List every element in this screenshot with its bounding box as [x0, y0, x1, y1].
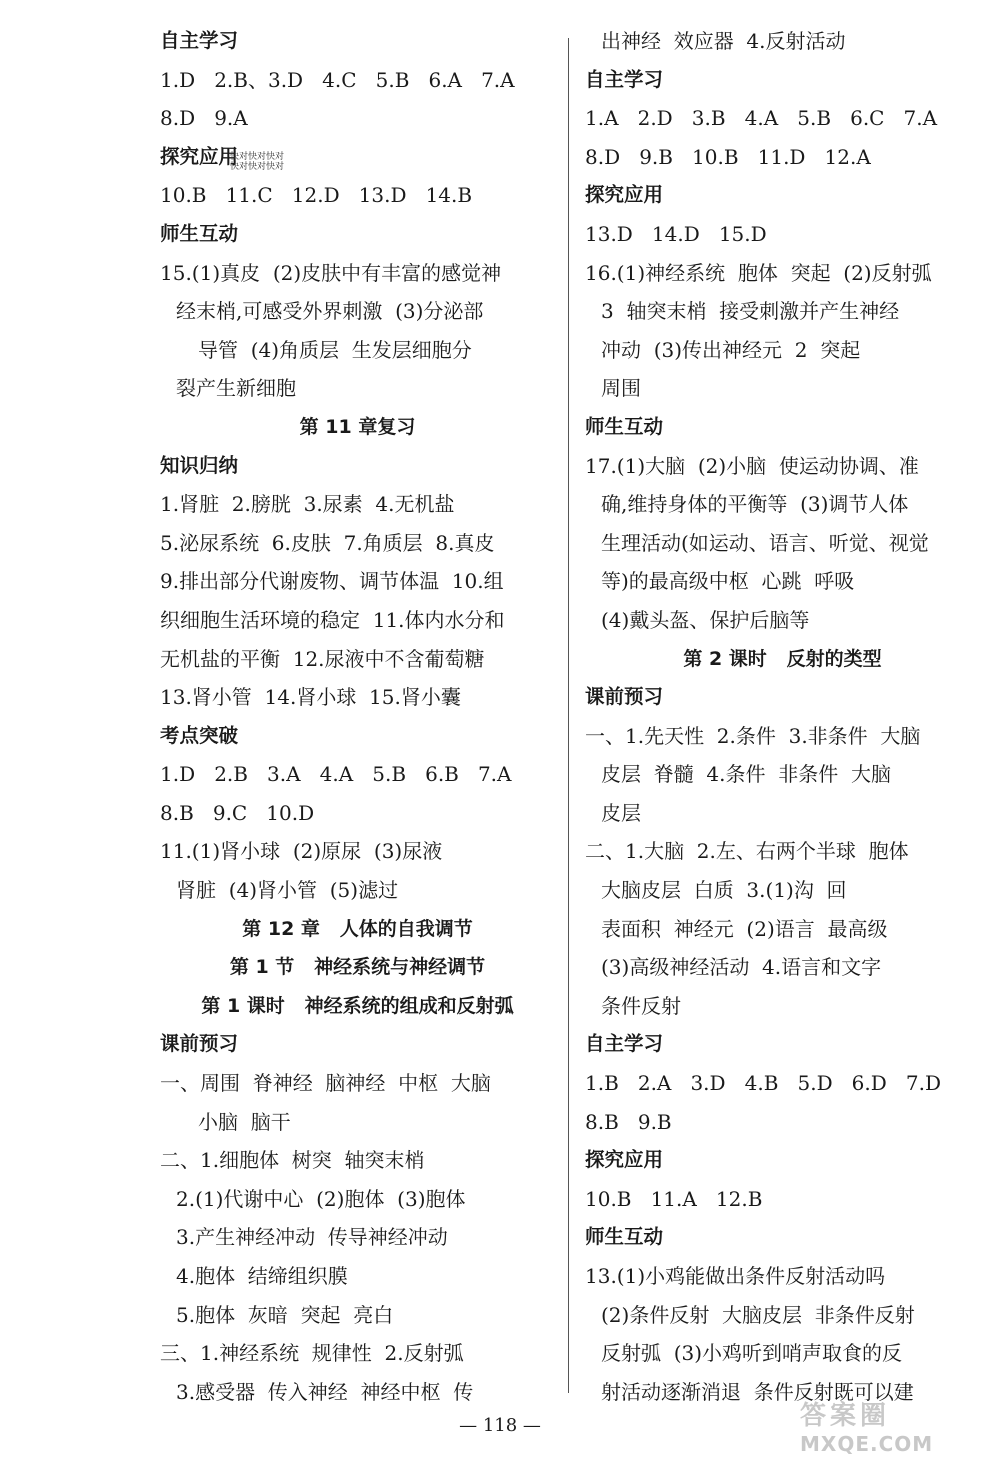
section-heading: 探究应用 [160, 144, 239, 168]
section-heading: 师生互动 [585, 414, 664, 438]
answer-line: 裂产生新细胞 [176, 376, 296, 401]
section-heading: 探究应用 [585, 183, 664, 207]
answer-line: 8.D 9.A [160, 106, 248, 131]
answer-line: 二、1.细胞体 树突 轴突末梢 [160, 1148, 425, 1173]
section-heading: 课前预习 [585, 685, 664, 709]
answer-line: 13.肾小管 14.肾小球 15.肾小囊 [160, 685, 461, 710]
answer-line: 皮层 [601, 800, 641, 825]
answer-line: 13.(1)小鸡能做出条件反射活动吗 [585, 1264, 886, 1288]
answer-line: 10.B 11.C 12.D 13.D 14.B [160, 183, 473, 208]
handwritten-scribble [230, 152, 284, 172]
answer-line: 5.胞体 灰暗 突起 亮白 [176, 1302, 394, 1327]
section-heading: 课前预习 [160, 1032, 239, 1056]
answer-line: 11.(1)肾小球 (2)原尿 (3)尿液 [160, 839, 443, 864]
answer-line: 确,维持身体的平衡等 (3)调节人体 [601, 492, 909, 517]
answer-line: 1.D 2.B、3.D 4.C 5.B 6.A 7.A [160, 67, 515, 92]
answer-line: 15.(1)真皮 (2)皮肤中有丰富的感觉神 [160, 260, 502, 285]
watermark-text: 答案圈 [800, 1401, 891, 1431]
answer-line: 二、1.大脑 2.左、右两个半球 胞体 [585, 839, 909, 864]
answer-line: 9.排出部分代谢废物、调节体温 10.组 [160, 569, 504, 594]
answer-line: 小脑 脑干 [198, 1109, 291, 1134]
answer-line: 生理活动(如运动、语言、听觉、视觉 [601, 530, 929, 555]
answer-line: 大脑皮层 白质 3.(1)沟 回 [601, 878, 847, 903]
answer-line: (2)条件反射 大脑皮层 非条件反射 [601, 1302, 915, 1327]
answer-line: 1.B 2.A 3.D 4.B 5.D 6.D 7.D [585, 1071, 941, 1096]
chapter-heading: 第 2 课时 反射的类型 [683, 647, 882, 670]
right-column [585, 22, 980, 1411]
section-heading: 知识归纳 [160, 453, 239, 477]
answer-line: 导管 (4)角质层 生发层细胞分 [198, 337, 472, 362]
answer-line: 等)的最高级中枢 心跳 呼吸 [601, 569, 855, 594]
answer-line: 三、1.神经系统 规律性 2.反射弧 [160, 1341, 464, 1366]
answer-line: 射活动逐渐消退 条件反射既可以建 [601, 1379, 914, 1404]
chapter-heading: 第 1 课时 神经系统的组成和反射弧 [201, 994, 514, 1017]
chapter-heading: 第 11 章复习 [299, 415, 416, 438]
answer-line: 无机盐的平衡 12.尿液中不含葡萄糖 [160, 646, 485, 671]
section-heading: 师生互动 [160, 221, 239, 245]
column-divider [568, 38, 569, 1393]
answer-line: 一、1.先天性 2.条件 3.非条件 大脑 [585, 723, 921, 748]
answer-line: 表面积 神经元 (2)语言 最高级 [601, 916, 888, 941]
answer-line: 1.肾脏 2.膀胱 3.尿素 4.无机盐 [160, 492, 455, 517]
answer-line: 8.B 9.B [585, 1109, 672, 1134]
section-heading: 自主学习 [160, 29, 239, 52]
section-heading: 考点突破 [160, 723, 239, 747]
page-number: — 118 — [459, 1415, 541, 1436]
watermark-url: MXQE.COM [800, 1432, 934, 1456]
answer-line: 出神经 效应器 4.反射活动 [601, 29, 846, 53]
answer-line: 1.A 2.D 3.B 4.A 5.B 6.C 7.A [585, 106, 938, 131]
scribble-line: 快对快对快对 [230, 152, 285, 162]
answer-line: 17.(1)大脑 (2)小脑 使运动协调、准 [585, 453, 919, 478]
answer-line: 3 轴突末梢 接受刺激并产生神经 [601, 299, 900, 324]
section-heading: 自主学习 [585, 1032, 664, 1056]
answer-line: (3)高级神经活动 4.语言和文字 [601, 955, 882, 980]
answer-line: 1.D 2.B 3.A 4.A 5.B 6.B 7.A [160, 762, 512, 787]
answer-line: 经末梢,可感受外界刺激 (3)分泌部 [176, 299, 484, 324]
answer-line: 13.D 14.D 15.D [585, 221, 767, 246]
answer-line: 一、周围 脊神经 脑神经 中枢 大脑 [160, 1071, 491, 1096]
section-heading: 探究应用 [585, 1148, 664, 1172]
left-column [160, 22, 555, 1411]
answer-line: 8.B 9.C 10.D [160, 800, 315, 825]
answer-line: 16.(1)神经系统 胞体 突起 (2)反射弧 [585, 260, 932, 285]
watermark-logo [800, 1395, 990, 1456]
answer-line: 皮层 脊髓 4.条件 非条件 大脑 [601, 762, 891, 787]
answer-line: 4.胞体 结缔组织膜 [176, 1264, 348, 1288]
chapter-heading: 第 12 章 人体的自我调节 [242, 917, 473, 940]
answer-line: 织细胞生活环境的稳定 11.体内水分和 [160, 607, 505, 632]
answer-line: (4)戴头盔、保护后脑等 [601, 607, 810, 632]
scribble-line: 快对快对快对 [230, 162, 285, 172]
answer-line: 3.产生神经冲动 传导神经冲动 [176, 1225, 448, 1250]
answer-line: 周围 [601, 376, 641, 401]
answer-line: 3.感受器 传入神经 神经中枢 传 [176, 1379, 474, 1404]
answer-line: 10.B 11.A 12.B [585, 1186, 763, 1211]
chapter-heading: 第 1 节 神经系统与神经调节 [229, 956, 486, 979]
answer-line: 条件反射 [601, 993, 681, 1018]
answer-line: 冲动 (3)传出神经元 2 突起 [601, 337, 861, 362]
answer-line: 反射弧 (3)小鸡听到哨声取食的反 [601, 1341, 903, 1366]
answer-line: 8.D 9.B 10.B 11.D 12.A [585, 144, 871, 169]
section-heading: 师生互动 [585, 1225, 664, 1249]
answer-line: 2.(1)代谢中心 (2)胞体 (3)胞体 [176, 1186, 466, 1211]
answer-line: 5.泌尿系统 6.皮肤 7.角质层 8.真皮 [160, 530, 495, 555]
answer-line: 肾脏 (4)肾小管 (5)滤过 [176, 878, 399, 903]
section-heading: 自主学习 [585, 67, 664, 91]
